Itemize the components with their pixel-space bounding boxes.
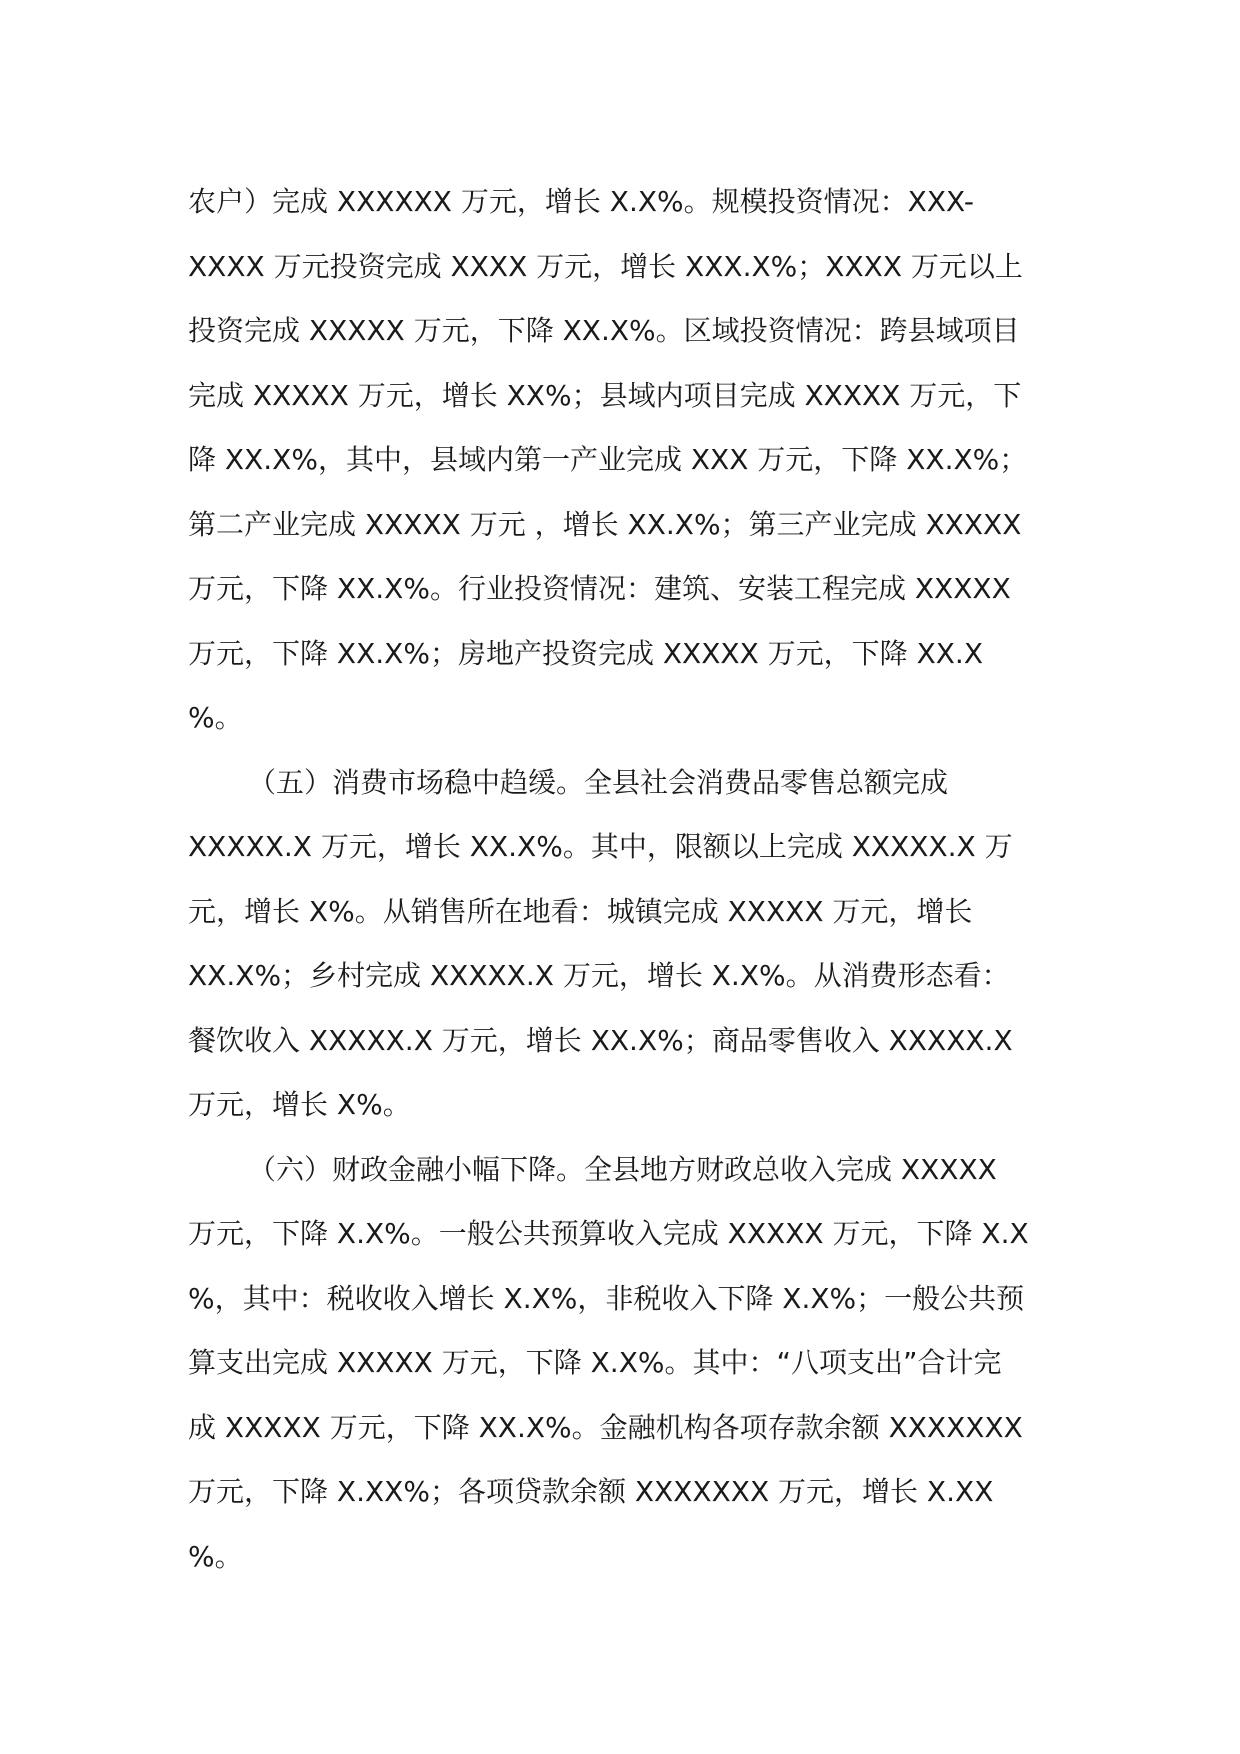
paragraph-line: 第二产业完成 XXXXX 万元 ，增长 XX.X%；第三产业完成 XXXXX (188, 507, 1022, 541)
paragraph-line: 投资完成 XXXXX 万元，下降 XX.X%。区域投资情况：跨县域项目 (188, 314, 1020, 347)
paragraph-line: 万元，下降 XX.X%；房地产投资完成 XXXXX 万元，下降 XX.X (188, 636, 984, 670)
paragraph-line: %。 (188, 701, 243, 734)
paragraph-line: 成 XXXXX 万元，下降 XX.X%。金融机构各项存款余额 XXXXXXX (188, 1410, 1023, 1444)
paragraph-line: 算支出完成 XXXXX 万元，下降 X.X%。其中：“八项支出”合计完 (188, 1346, 1002, 1379)
section-heading-line: （五）消费市场稳中趋缓。全县社会消费品零售总额完成 (248, 765, 949, 799)
paragraph-line: 万元，增长 X%。 (188, 1088, 411, 1121)
paragraph-line: 万元，下降 X.X%。一般公共预算收入完成 XXXXX 万元，下降 X.X (188, 1217, 1029, 1250)
paragraph-line: 降 XX.X%，其中，县域内第一产业完成 XXX 万元，下降 XX.X%； (188, 443, 1028, 476)
paragraph-line: 万元，下降 XX.X%。行业投资情况：建筑、安装工程完成 XXXXX (188, 572, 1011, 605)
section-heading-line: （六）财政金融小幅下降。全县地方财政总收入完成 XXXXX (248, 1152, 997, 1186)
paragraph-line: %。 (188, 1539, 243, 1573)
paragraph-line: XXXXX.X 万元，增长 XX.X%。其中，限额以上完成 XXXXX.X 万 (188, 830, 1013, 863)
paragraph-line: XXXX 万元投资完成 XXXX 万元，增长 XXX.X%；XXXX 万元以上 (188, 249, 1023, 283)
paragraph-line: 万元，下降 X.XX%；各项贷款余额 XXXXXXX 万元，增长 X.XX (188, 1475, 994, 1508)
paragraph-line: 完成 XXXXX 万元，增长 XX%；县域内项目完成 XXXXX 万元，下 (188, 378, 1022, 412)
paragraph-line: XX.X%；乡村完成 XXXXX.X 万元，增长 X.X%。从消费形态看： (188, 959, 1010, 992)
body-text (188, 170, 1056, 1589)
paragraph-line: %，其中：税收收入增长 X.X%，非税收入下降 X.X%；一般公共预 (188, 1281, 1025, 1315)
paragraph-line: 元，增长 X%。从销售所在地看：城镇完成 XXXXX 万元，增长 (188, 894, 973, 928)
paragraph-line: 餐饮收入 XXXXX.X 万元，增长 XX.X%；商品零售收入 XXXXX.X (188, 1023, 1013, 1057)
paragraph-line: 农户）完成 XXXXXX 万元，增长 X.X%。规模投资情况：XXX- (188, 185, 974, 218)
